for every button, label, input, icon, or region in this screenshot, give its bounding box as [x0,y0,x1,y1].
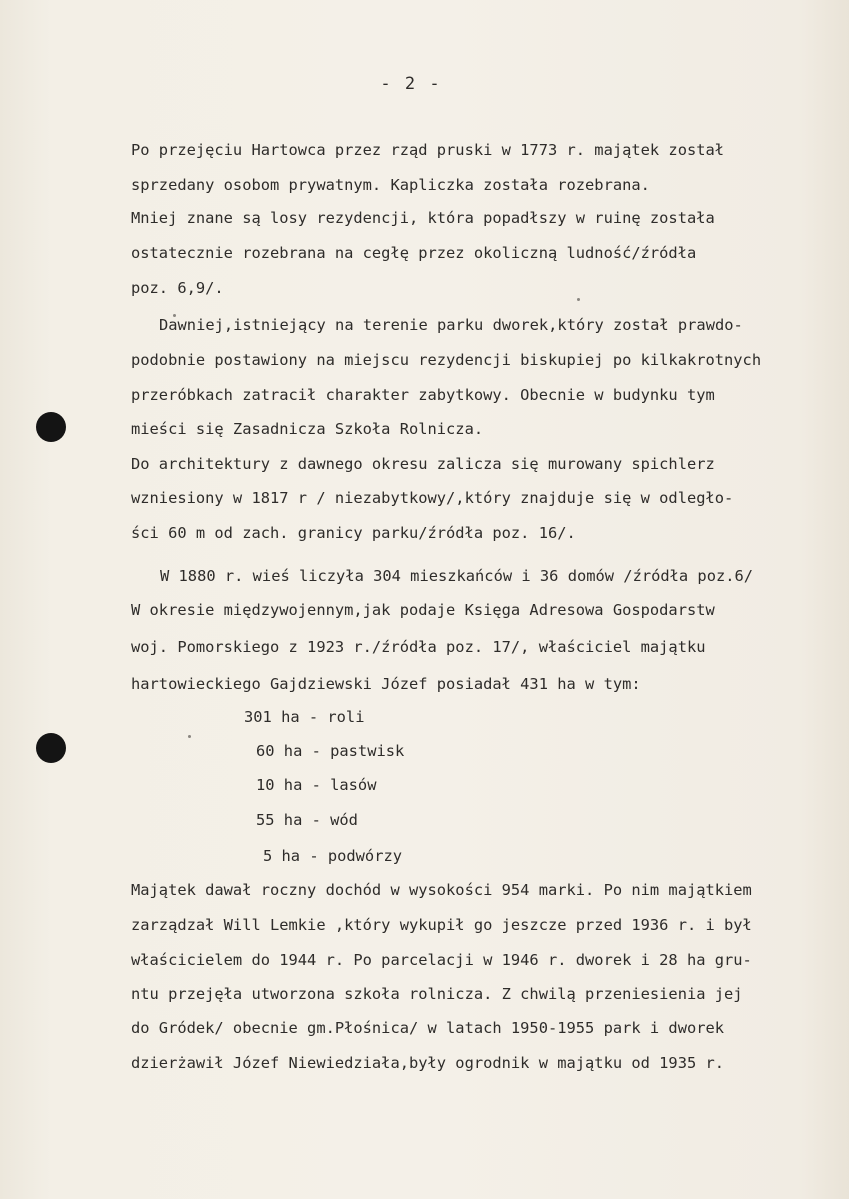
ink-speck [577,298,580,301]
punch-hole-lower [36,733,66,763]
text-line: Majątek dawał roczny dochód w wysokości 954 marki. Po nim majątkiem [131,881,752,899]
text-line: woj. Pomorskiego z 1923 r./źródła poz. 17/, właściciel majątku [131,638,706,656]
text-line: ostatecznie rozebrana na cegłę przez okoliczną ludność/źródła [131,244,697,262]
ink-speck [188,735,191,738]
text-line: Mniej znane są losy rezydencji, która popadłszy w ruinę została [131,209,715,227]
text-line: Dawniej,istniejący na terenie parku dworek,który został prawdo- [159,316,743,334]
punch-hole-upper [36,412,66,442]
text-line: poz. 6,9/. [131,279,224,297]
text-line: mieści się Zasadnicza Szkoła Rolnicza. [131,420,484,438]
text-line: hartowieckiego Gajdziewski Józef posiadał 431 ha w tym: [131,675,641,693]
land-list-item: 60 ha - pastwisk [256,742,405,760]
text-line: wzniesiony w 1817 r / niezabytkowy/,który znajduje się w odległo- [131,489,734,507]
text-line: właścicielem do 1944 r. Po parcelacji w 1946 r. dworek i 28 ha gru- [131,951,752,969]
text-line: ntu przejęła utworzona szkoła rolnicza. Z chwilą przeniesienia jej [131,985,743,1003]
text-line: przeróbkach zatracił charakter zabytkowy. Obecnie w budynku tym [131,386,715,404]
land-list-item: 301 ha - roli [244,708,365,726]
text-line: do Gródek/ obecnie gm.Płośnica/ w latach 1950-1955 park i dworek [131,1019,725,1037]
land-list-item: 55 ha - wód [256,811,358,829]
text-line: podobnie postawiony na miejscu rezydencji biskupiej po kilkakrotnych [131,351,762,369]
text-line: ści 60 m od zach. granicy parku/źródła poz. 16/. [131,524,576,542]
text-line: zarządzał Will Lemkie ,który wykupił go jeszcze przed 1936 r. i był [131,916,752,934]
land-list-item: 10 ha - lasów [256,776,377,794]
text-line: Po przejęciu Hartowca przez rząd pruski w 1773 r. majątek został [131,141,725,159]
text-line: Do architektury z dawnego okresu zalicza się murowany spichlerz [131,455,715,473]
text-line: dzierżawił Józef Niewiedziała,były ogrodnik w majątku od 1935 r. [131,1054,725,1072]
page-number: - 2 - [380,74,442,94]
text-line: W okresie międzywojennym,jak podaje Księga Adresowa Gospodarstw [131,601,715,619]
land-list-item: 5 ha - podwórzy [263,847,402,865]
text-line: sprzedany osobom prywatnym. Kapliczka została rozebrana. [131,176,650,194]
text-line: W 1880 r. wieś liczyła 304 mieszkańców i 36 domów /źródła poz.6/ [160,567,754,585]
